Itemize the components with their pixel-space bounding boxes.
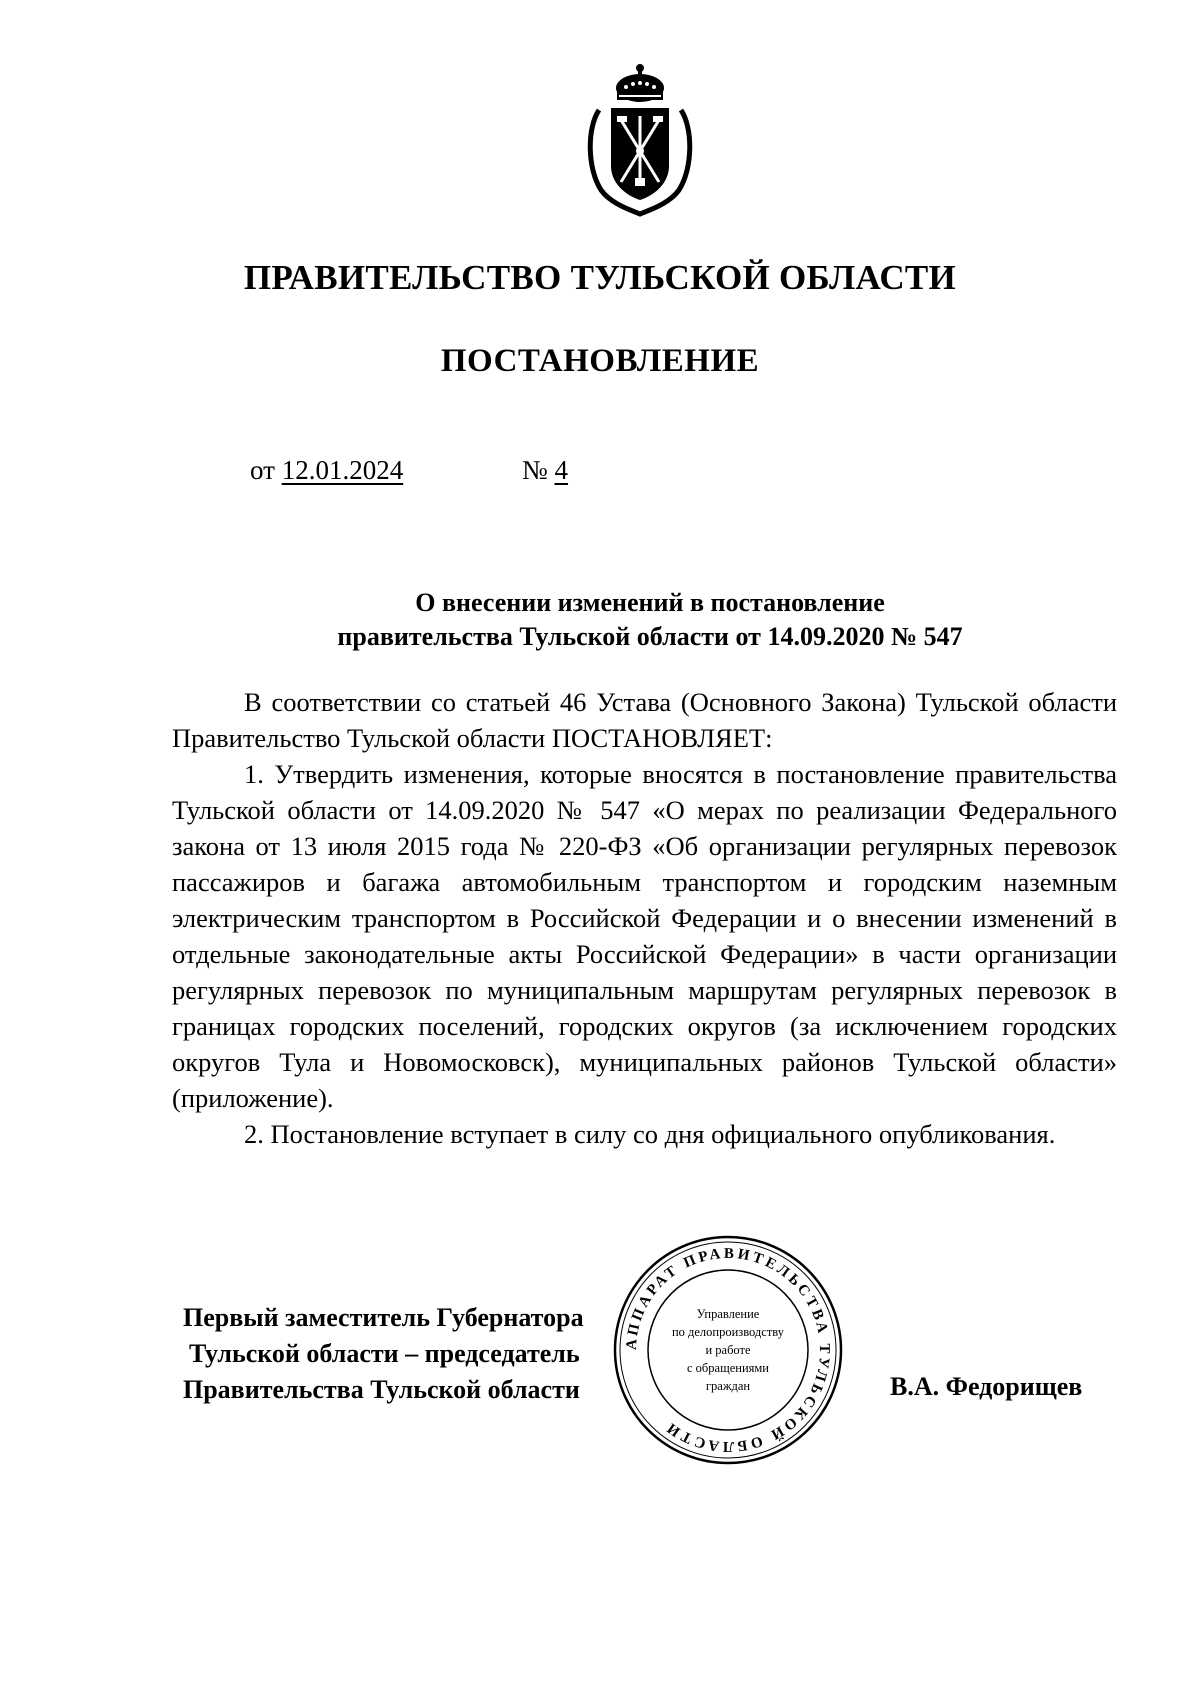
date-prefix: от	[250, 455, 282, 485]
body-intro-paragraph: В соответствии со статьей 46 Устава (Основного Закона) Тульской области Правительство Тульской области ПОСТАНОВЛЯЕТ:	[172, 687, 1117, 753]
stamp-center-line-5: граждан	[705, 1379, 751, 1393]
document-date	[250, 455, 403, 486]
stamp-center-line-1: Управление	[696, 1307, 760, 1321]
body-item-1-paragraph: 1. Утвердить изменения, которые вносятся в постановление правительства Тульской области от 14.09.2020 № 547 «О мерах по реализации Федерального закона от 13 июля 2015 года № 220-ФЗ «Об организации регулярных перевозок пассажиров и багажа автомобильным транспортом и городским наземным электрическим транспортом в Российской Федерации и о внесении изменений в отдельные законодательные акты Российской Федерации» в части организации регулярных перевозок по муниципальным маршрутам регулярных перевозок в границах городских поселений, городских округов (за исключением городских округов Тула и Новомосковск), муниципальных районов Тульской области» (приложение).	[172, 759, 1117, 1113]
tula-region-coat-of-arms-icon	[581, 58, 699, 220]
stamp-center-line-4: с обращениями	[687, 1361, 769, 1375]
stamp-center-line-2: по делопроизводству	[671, 1325, 785, 1339]
number-value: 4	[554, 455, 569, 485]
signer-name: В.А. Федорищев	[890, 1372, 1083, 1401]
number-prefix: №	[522, 455, 555, 485]
signer-title-line-2: Тульской области – председатель	[189, 1339, 580, 1368]
date-value: 12.01.2024	[281, 455, 404, 485]
document-subject	[250, 586, 1050, 654]
document-type-title: ПОСТАНОВЛЕНИЕ	[440, 343, 760, 379]
organization-title: ПРАВИТЕЛЬСТВО ТУЛЬСКОЙ ОБЛАСТИ	[243, 258, 957, 297]
signer-title-block	[183, 1300, 584, 1408]
stamp-ring-text: АППАРАТ ПРАВИТЕЛЬСТВА ТУЛЬСКОЙ ОБЛАСТИ	[623, 1245, 833, 1455]
subject-line-2: правительства Тульской области от 14.09.2020 № 547	[337, 622, 963, 651]
stamp-center-line-3: и работе	[705, 1343, 751, 1357]
signer-title-line-3: Правительства Тульской области	[183, 1375, 580, 1404]
official-stamp-icon	[608, 1230, 848, 1470]
signer-title-line-1: Первый заместитель Губернатора	[183, 1303, 584, 1332]
document-number	[522, 455, 568, 486]
document-body	[172, 684, 1117, 1152]
body-item-2-paragraph: 2. Постановление вступает в силу со дня официального опубликования.	[244, 1119, 1056, 1149]
subject-line-1: О внесении изменений в постановление	[415, 588, 885, 617]
